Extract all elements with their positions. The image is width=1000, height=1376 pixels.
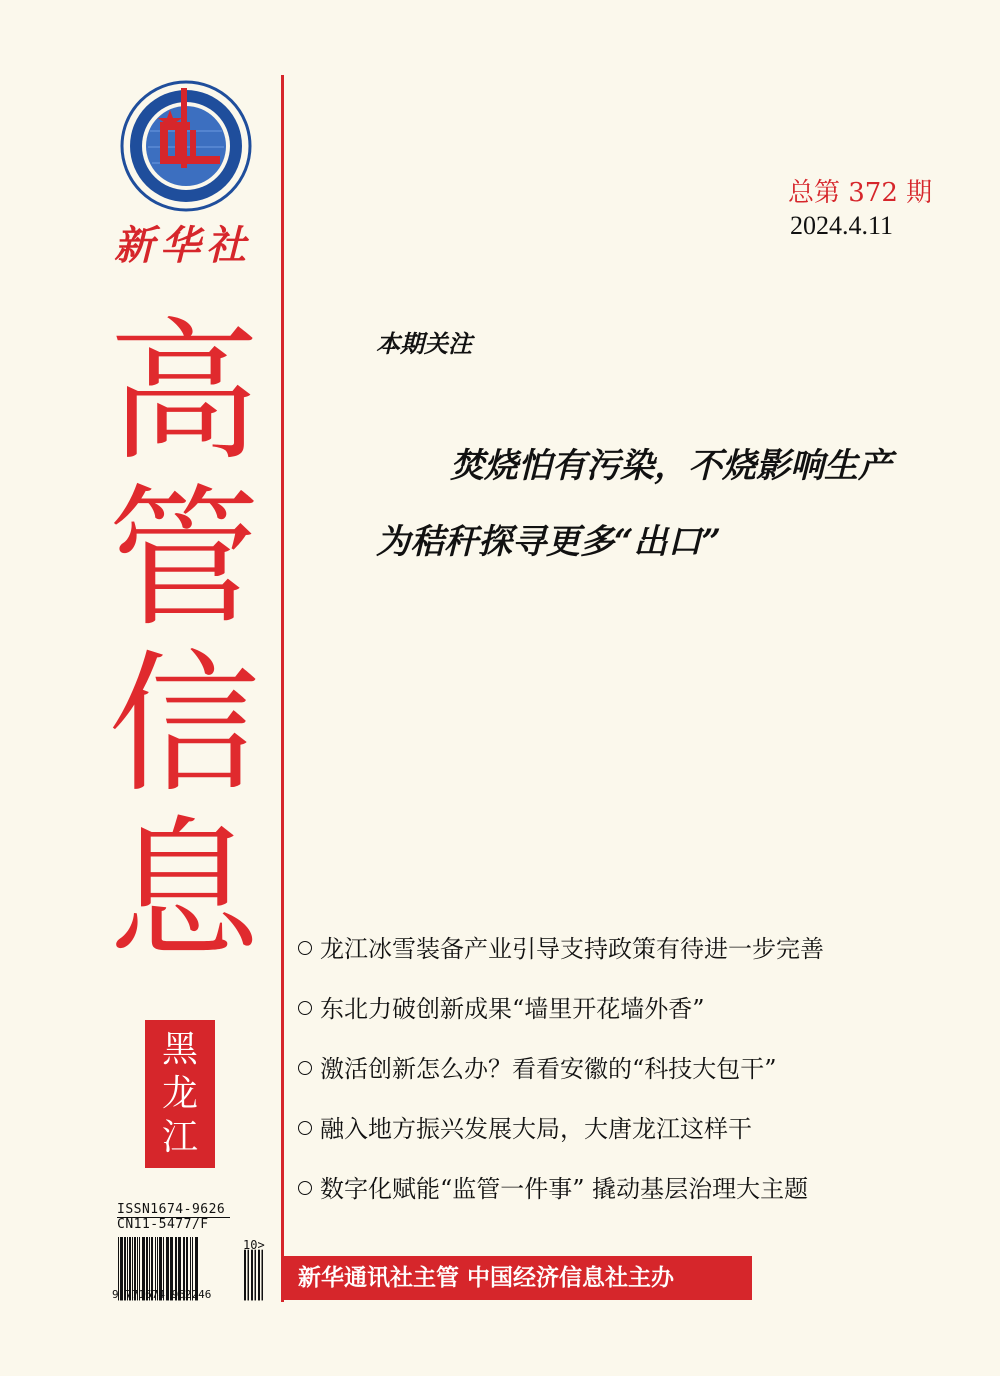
province-char: 龙 xyxy=(161,1073,198,1114)
barcode-bar xyxy=(258,1250,260,1301)
masthead-title xyxy=(104,304,264,979)
issue-date: 2024.4.11 xyxy=(790,211,894,240)
vertical-divider xyxy=(281,75,284,1302)
barcode-bar xyxy=(244,1250,246,1301)
list-item-text: 激活创新怎么办？看看安徽的“科技大包干” xyxy=(320,1054,777,1083)
headline-line-1: 焚烧怕有污染，不烧影响生产 xyxy=(450,446,892,486)
issn-number: ISSN1674-9626 xyxy=(117,1203,230,1218)
contents-list xyxy=(298,916,824,1216)
sponsor-banner: 新华通讯社主管 中国经济信息社主办 xyxy=(284,1256,752,1300)
barcode-addon: 10> xyxy=(243,1238,265,1252)
list-item xyxy=(298,1096,824,1156)
issue-number: 总第 372 期 xyxy=(788,178,933,208)
list-item-text: 龙江冰雪装备产业引导支持政策有待进一步完善 xyxy=(320,934,824,963)
list-item xyxy=(298,1156,824,1216)
list-item-text: 融入地方振兴发展大局，大唐龙江这样干 xyxy=(320,1114,752,1143)
circle-bullet-icon xyxy=(298,1121,312,1135)
barcode-bar xyxy=(262,1250,264,1301)
barcode-bar xyxy=(255,1250,257,1301)
circle-bullet-icon xyxy=(298,1181,312,1195)
masthead-char: 息 xyxy=(108,802,260,979)
province-char: 黑 xyxy=(161,1029,198,1070)
masthead-char: 信 xyxy=(108,636,260,813)
circle-bullet-icon xyxy=(298,941,312,955)
focus-label: 本期关注 xyxy=(376,329,472,358)
province-badge xyxy=(145,1020,215,1168)
headline-line-2: 为秸秆探寻更多“出口” xyxy=(376,522,722,562)
list-item xyxy=(298,1036,824,1096)
list-item-text: 数字化赋能“监管一件事” 撬动基层治理大主题 xyxy=(320,1174,809,1203)
xinhua-emblem-icon xyxy=(120,80,252,212)
masthead-char: 管 xyxy=(108,470,260,647)
circle-bullet-icon xyxy=(298,1001,312,1015)
brand-wordmark: 新华社 xyxy=(114,222,252,269)
list-item-text: 东北力破创新成果“墙里开花墙外香” xyxy=(320,994,705,1023)
cn-number: CN11-5477/F xyxy=(117,1217,209,1232)
barcode-number: 9 771674 962246 xyxy=(112,1288,212,1301)
issn-block xyxy=(117,1203,230,1232)
circle-bullet-icon xyxy=(298,1061,312,1075)
barcode-bar xyxy=(248,1250,250,1301)
list-item xyxy=(298,916,824,976)
list-item xyxy=(298,976,824,1036)
barcode-bar xyxy=(251,1250,253,1301)
masthead-char: 高 xyxy=(108,304,260,481)
province-char: 江 xyxy=(161,1117,198,1158)
